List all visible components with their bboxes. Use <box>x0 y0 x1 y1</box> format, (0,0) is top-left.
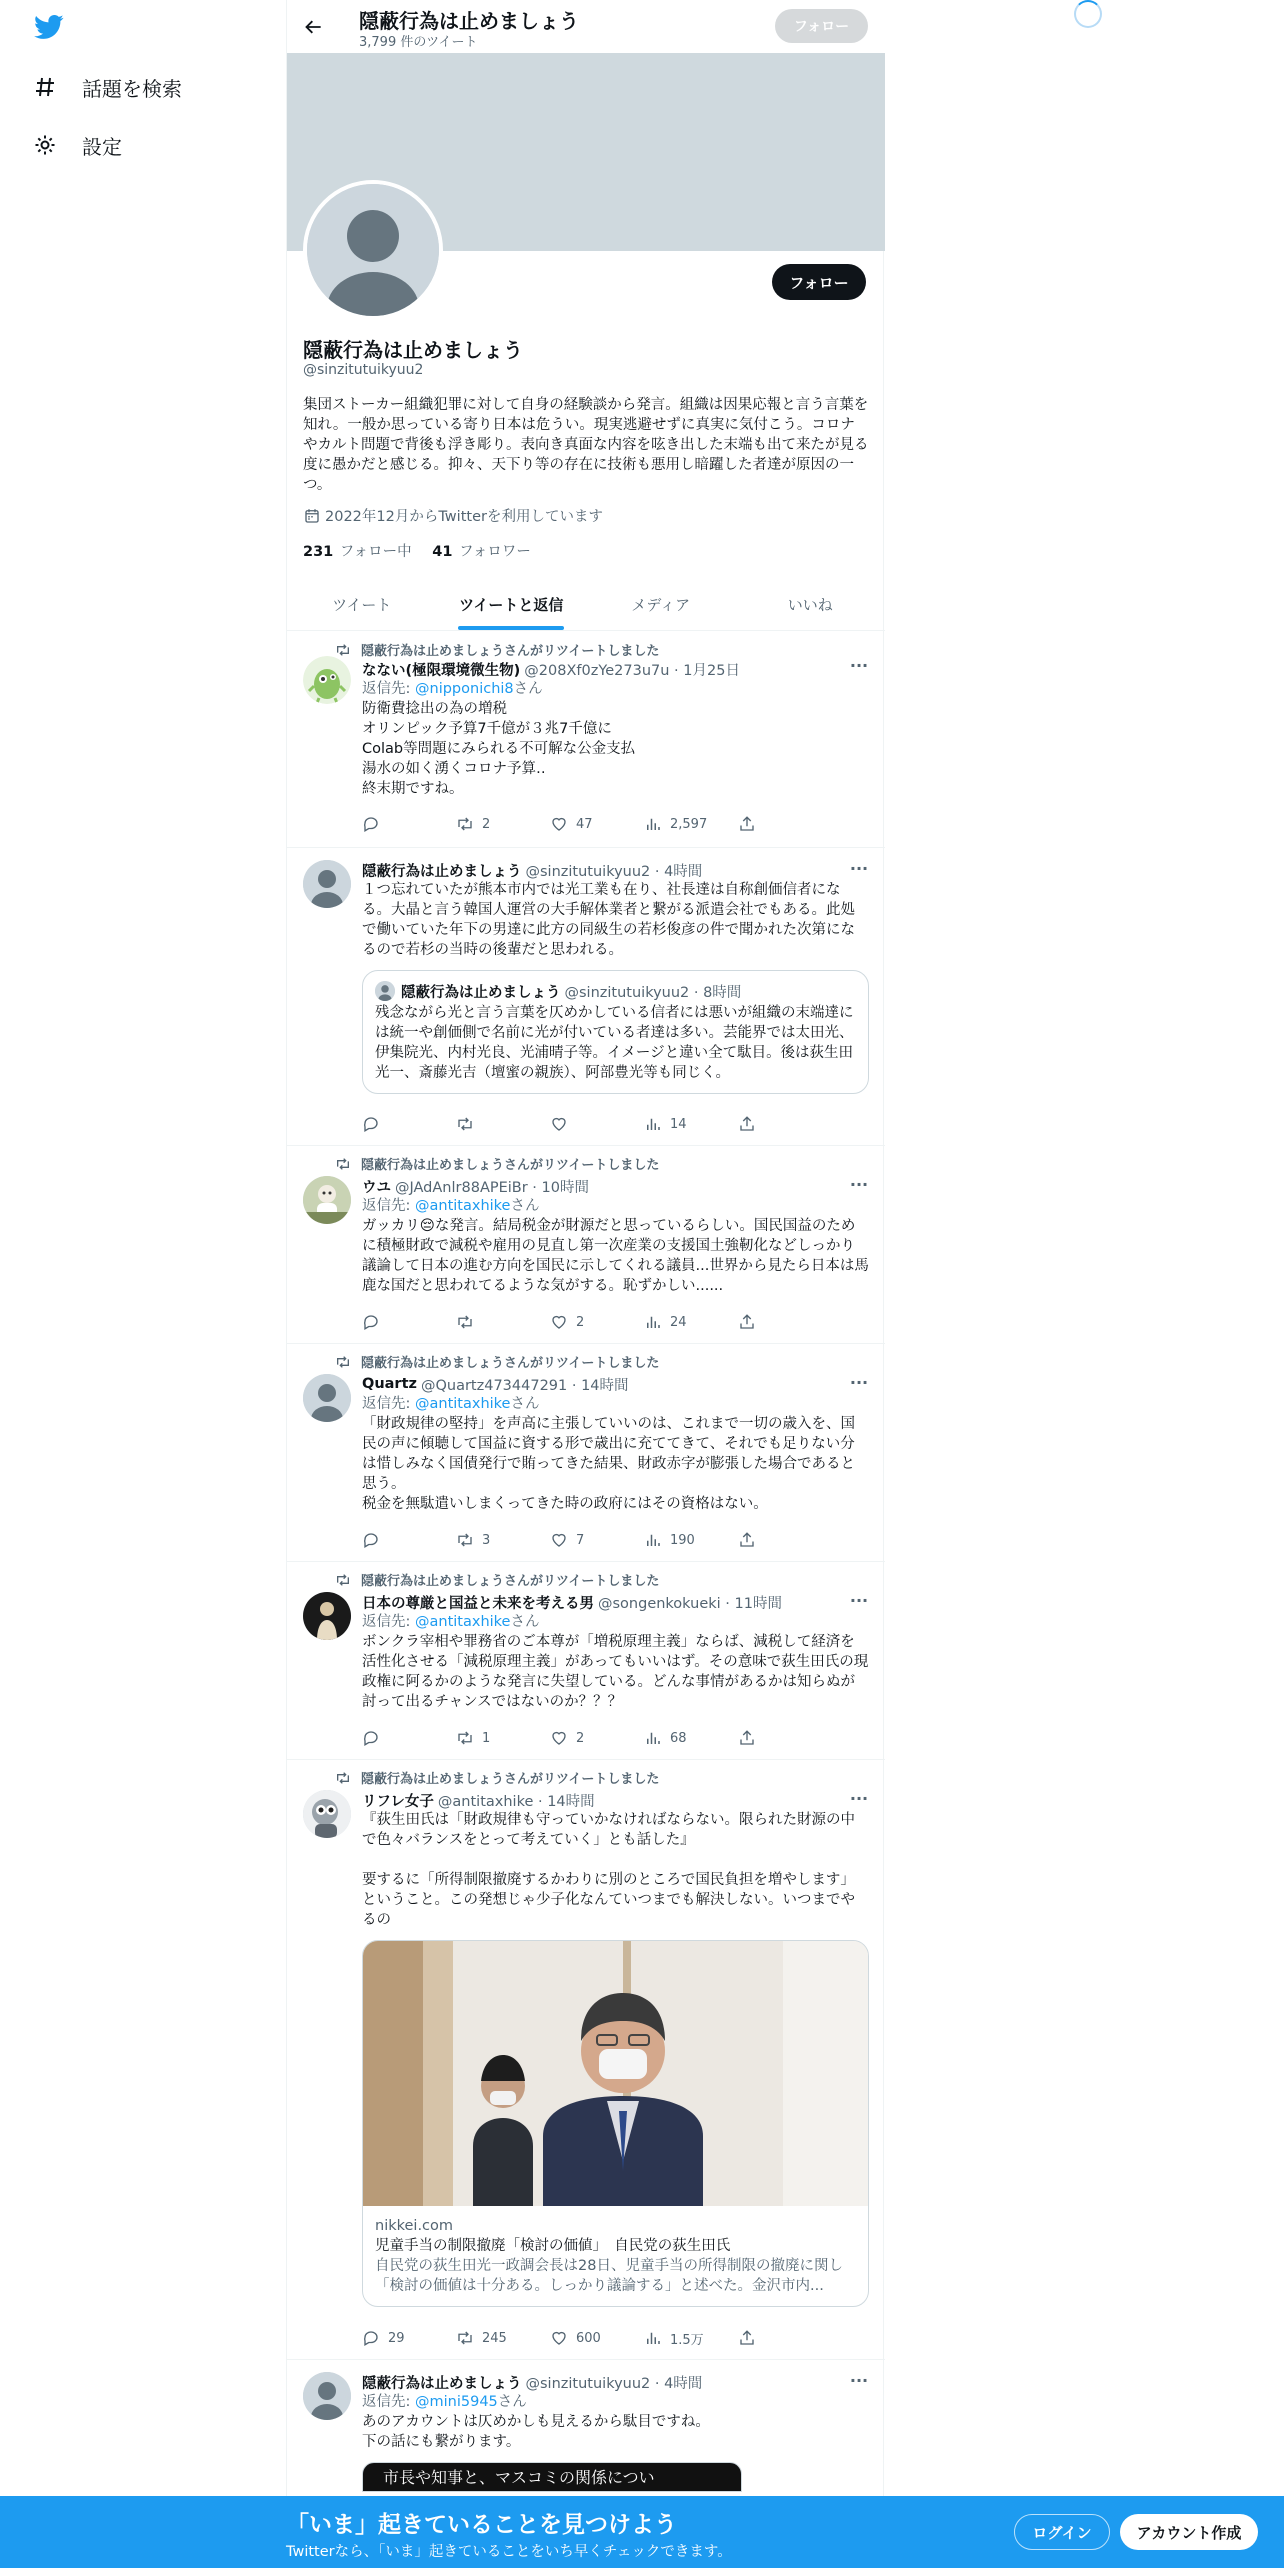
tweet-meta: @songenkokueki · 11時間 <box>598 1595 782 1612</box>
more-icon[interactable]: ··· <box>849 1373 869 1392</box>
tweet-author-name[interactable]: リフレ女子 <box>362 1793 434 1810</box>
tweet-meta: @sinzitutuikyuu2 · 4時間 <box>525 863 703 880</box>
reply-context <box>362 1196 869 1216</box>
reply-icon <box>362 1313 380 1331</box>
profile-handle: @sinzitutuikyuu2 <box>303 362 424 378</box>
hashtag-icon <box>30 72 60 102</box>
tab-tweets-and-replies[interactable]: ツイートと返信 <box>437 578 587 630</box>
tweet-meta: @Quartz473447291 · 14時間 <box>420 1377 629 1394</box>
retweet-label: 隠蔽行為は止めましょうさんがリツイートしました <box>361 644 660 659</box>
reply-icon <box>362 815 380 833</box>
retweet-label: 隠蔽行為は止めましょうさんがリツイートしました <box>361 1158 660 1173</box>
signup-banner-subtitle: Twitterなら、「いま」起きていることをいち早くチェックできます。 <box>286 2544 732 2560</box>
retweet-button[interactable] <box>456 1530 550 1550</box>
reply-button[interactable] <box>362 1728 456 1748</box>
views-button[interactable] <box>644 1312 738 1332</box>
twitter-bird-icon[interactable] <box>34 12 64 42</box>
analytics-icon <box>644 1531 662 1549</box>
tweet-body <box>362 1176 869 1296</box>
share-button[interactable] <box>738 814 764 834</box>
reply-to-link[interactable]: @antitaxhike <box>415 1198 511 1214</box>
share-button[interactable] <box>738 1530 764 1550</box>
link-card-image <box>363 1941 868 2206</box>
following-label: フォロー中 <box>339 544 412 560</box>
tweet-author-name[interactable]: 隠蔽行為は止めましょう <box>362 863 522 880</box>
sidebar-item-explore[interactable] <box>30 64 182 110</box>
tweet-meta: @antitaxhike · 14時間 <box>437 1793 595 1810</box>
profile-bio: 集団ストーカー組織犯罪に対して自身の経験談から発言。組織は因果応報と言う言葉を知れ。一般か思っている寄り日本は危うい。現実逃避せずに真実に気付こう。コロナやカルト問題で背後も浮き彫り。表向き真面な内容を呟き出した末端も出て来たが見る度に愚かだと感じる。抑々、天下り等の存在に技術も悪用し暗躍した者達が原因の一つ。 <box>303 397 869 493</box>
like-button[interactable] <box>550 1114 644 1134</box>
like-count: 47 <box>576 816 593 832</box>
tweet-header <box>362 1176 869 1196</box>
back-arrow-icon[interactable] <box>299 12 329 42</box>
views-button[interactable] <box>644 1530 738 1550</box>
tweet-header <box>362 2372 869 2392</box>
reply-prefix: 返信先: <box>362 1614 411 1630</box>
tweet-author-name[interactable]: なない(極限環境微生物) <box>362 662 521 679</box>
tweet[interactable] <box>287 1760 885 2360</box>
share-icon <box>738 1729 756 1747</box>
tweet-actions <box>362 1312 802 1332</box>
like-count: 2 <box>576 1314 585 1330</box>
tweet-text: ボンクラ宰相や罪務省のご本尊が「増税原理主義」ならば、減税して経済を活性化させる「減税原理主義」があってもいいはず。その意味で荻生田氏の現政権に阿るかのような発言に失望している。どんな事情があるかは知らぬが討って出るチャンスではないのか？？？ <box>362 1634 869 1710</box>
share-button[interactable] <box>738 1312 764 1332</box>
retweet-label: 隠蔽行為は止めましょうさんがリツイートしました <box>361 1574 660 1589</box>
link-card-info <box>363 2206 868 2306</box>
tweet[interactable] <box>287 848 885 1146</box>
like-button[interactable] <box>550 1312 644 1332</box>
link-card-description: 自民党の荻生田光一政調会長は28日、児童手当の所得制限の撤廃に関し「検討の価値は十分ある。しっかり議論する」と述べた。金沢市内... <box>375 2258 843 2294</box>
reply-to-link[interactable]: @antitaxhike <box>415 1614 511 1630</box>
heart-icon <box>550 1729 568 1747</box>
retweet-icon <box>335 1354 351 1370</box>
views-button[interactable] <box>644 1114 738 1134</box>
tweet-author-name[interactable]: ウユ <box>362 1179 391 1196</box>
header-title: 隠蔽行為は止めましょう <box>359 9 579 33</box>
view-count: 190 <box>670 1532 695 1548</box>
analytics-icon <box>644 815 662 833</box>
avatar[interactable] <box>303 860 351 908</box>
tweet-text: 「財政規律の堅持」を声高に主張していいのは、これまで一切の歳入を、国民の声に傾聴して国益に資する形で歳出に充ててきて、それでも足りない分は惜しみなく国債発行で賄ってきた結果、財政赤字が膨張した場合であると思う。 税金を無駄遣いしまくってきた時の政府にはその資格はない。 <box>362 1416 855 1512</box>
loading-spinner-icon <box>1074 0 1102 28</box>
analytics-icon <box>644 1115 662 1133</box>
reply-icon <box>362 1531 380 1549</box>
tweet-text: １つ忘れていたが熊本市内では光工業も在り、社長達は自称創価信者になる。大晶と言う韓国人運営の大手解体業者と繋がる派遣会社でもある。此処で働いていた年下の男達に此方の同級生の若杉俊彦の件で聞かれた次第になるので若杉の当時の後輩だと思われる。 <box>362 882 855 958</box>
retweet-button[interactable] <box>456 814 550 834</box>
tweet-text: 『荻生田氏は「財政規律も守っていかなければならない。限られた財源の中で色々バランスをとって考えていく」とも話した』 要するに「所得制限撤廃するかわりに別のところで国民負担を増やします」ということ。この発想じゃ少子化なんていつまでも解決しない。いつまでやるの <box>362 1812 855 1928</box>
tweet-meta: @208Xf0zYe273u7u · 1月25日 <box>524 662 740 679</box>
retweet-button[interactable] <box>456 1312 550 1332</box>
quote-author-name: 隠蔽行為は止めましょう <box>401 984 561 1001</box>
reply-to-link[interactable]: @antitaxhike <box>415 1396 511 1412</box>
followers-label: フォロワー <box>459 544 531 560</box>
retweet-label: 隠蔽行為は止めましょうさんがリツイートしました <box>361 1772 660 1787</box>
retweet-icon <box>456 1115 474 1133</box>
tweet-text: あのアカウントは仄めかしも見えるから駄目ですね。 下の話にも繋がります。 <box>362 2414 710 2450</box>
tweet-body <box>362 656 869 799</box>
tweet-body <box>362 1374 869 1514</box>
like-count: 600 <box>576 2330 601 2346</box>
heart-icon <box>550 2329 568 2347</box>
login-button[interactable]: ログイン <box>1014 2514 1110 2550</box>
retweet-button[interactable] <box>456 1114 550 1134</box>
avatar[interactable] <box>303 1374 351 1422</box>
reply-suffix: さん <box>510 1198 540 1214</box>
signup-banner <box>0 2496 1284 2568</box>
reply-context <box>362 2392 869 2412</box>
reply-icon <box>362 1115 380 1133</box>
tweet-text: ガッカリ😔な発言。結局税金が財源だと思っているらしい。国民国益のために積極財政で減税や雇用の見直し第一次産業の支援国土強靭化などしっかり議論して日本の進む方向を国民に示してくれる議員...世界から見たら日本は馬鹿な国だと思われてるような気がする。恥ずかしい...... <box>362 1218 869 1294</box>
tab-likes[interactable]: いいね <box>787 595 833 614</box>
share-icon <box>738 1531 756 1549</box>
heart-icon <box>550 1313 568 1331</box>
link-card-title: 児童手当の制限撤廃「検討の価値」 自民党の荻生田氏 <box>375 2238 731 2254</box>
retweet-button[interactable] <box>456 2328 550 2348</box>
avatar[interactable] <box>303 1592 351 1640</box>
more-icon[interactable]: ··· <box>849 656 869 675</box>
more-icon[interactable]: ··· <box>849 1175 869 1194</box>
tweet[interactable] <box>287 1146 885 1344</box>
like-button[interactable] <box>550 814 644 834</box>
reply-suffix: さん <box>497 2394 527 2410</box>
link-card[interactable] <box>362 1940 869 2307</box>
reply-suffix: さん <box>510 1614 540 1630</box>
gear-icon <box>30 130 60 160</box>
tweet[interactable] <box>287 1344 885 1562</box>
tweet-body <box>362 1790 869 2307</box>
joined-text: 2022年12月からTwitterを利用しています <box>325 509 603 525</box>
tweet-header <box>362 1592 869 1612</box>
signup-button[interactable]: アカウント作成 <box>1120 2514 1258 2550</box>
tweet-author-name[interactable]: 日本の尊厳と国益と未来を考える男 <box>362 1595 594 1612</box>
views-button[interactable] <box>644 814 738 834</box>
quote-avatar <box>375 981 395 1001</box>
top-bar <box>287 0 885 53</box>
view-count: 14 <box>670 1116 687 1132</box>
heart-icon <box>550 1531 568 1549</box>
view-count: 68 <box>670 1730 687 1746</box>
quote-text: 残念ながら光と言う言葉を仄めかしている信者には悪いが組織の末端達には統一や創価側で名前に光が付いている者達は多い。芸能界では太田光、伊集院光、内村光良、光浦晴子等。イメージと違い全て駄目。後は荻生田光一、斎藤光吉（壇蜜の親族）、阿部豊光等も同じく。 <box>375 1005 854 1081</box>
like-count: 2 <box>576 1730 585 1746</box>
retweet-icon <box>335 1156 351 1172</box>
share-icon <box>738 1313 756 1331</box>
tweet-media[interactable] <box>362 2462 742 2492</box>
retweet-label: 隠蔽行為は止めましょうさんがリツイートしました <box>361 1356 660 1371</box>
share-icon <box>738 1115 756 1133</box>
avatar[interactable] <box>303 2372 351 2420</box>
analytics-icon <box>644 1313 662 1331</box>
followers-count: 41 <box>432 544 453 560</box>
media-caption: 市長や知事と、マスコミの関係につい <box>383 2468 655 2487</box>
heart-icon <box>550 815 568 833</box>
tweet[interactable] <box>287 1562 885 1760</box>
reply-count: 29 <box>388 2330 405 2346</box>
tweet-actions <box>362 1114 802 1134</box>
profile-tabs <box>287 578 885 631</box>
following-count: 231 <box>303 544 334 560</box>
reply-context <box>362 1394 869 1414</box>
analytics-icon <box>644 1729 662 1747</box>
share-button[interactable] <box>738 1114 764 1134</box>
header-tweet-count: 3,799 件のツイート <box>359 35 478 50</box>
retweet-indicator <box>335 1352 659 1371</box>
profile-name: 隠蔽行為は止めましょう <box>303 338 523 362</box>
avatar[interactable] <box>303 656 351 704</box>
tab-tweets[interactable]: ツイート <box>332 595 392 614</box>
more-icon[interactable]: ··· <box>849 1789 869 1808</box>
tweet-body <box>362 2372 869 2492</box>
retweet-button[interactable] <box>456 1728 550 1748</box>
like-button[interactable] <box>550 1728 644 1748</box>
quote-meta: @sinzitutuikyuu2 · 8時間 <box>564 984 742 1001</box>
retweet-count: 1 <box>482 1730 491 1746</box>
reply-prefix: 返信先: <box>362 1396 411 1412</box>
like-button[interactable] <box>550 1530 644 1550</box>
retweet-icon <box>335 642 351 658</box>
retweet-count: 245 <box>482 2330 507 2346</box>
reply-button[interactable] <box>362 1312 456 1332</box>
header-follow-button[interactable]: フォロー <box>775 9 868 43</box>
tweet-actions <box>362 1728 802 1748</box>
reply-context <box>362 1612 869 1632</box>
profile-avatar[interactable] <box>303 180 443 320</box>
retweet-icon <box>456 1729 474 1747</box>
tweet-body <box>362 860 869 1094</box>
view-count: 24 <box>670 1314 687 1330</box>
retweet-icon <box>456 2329 474 2347</box>
reply-button[interactable] <box>362 1114 456 1134</box>
view-count: 2,597 <box>670 816 708 832</box>
share-button[interactable] <box>738 1728 764 1748</box>
reply-button[interactable] <box>362 814 456 834</box>
share-icon <box>738 2329 756 2347</box>
tweet[interactable] <box>287 632 885 848</box>
reply-icon <box>362 2329 380 2347</box>
retweet-icon <box>456 1313 474 1331</box>
reply-suffix: さん <box>510 1396 540 1412</box>
tweet-actions <box>362 2328 802 2348</box>
like-count: 7 <box>576 1532 585 1548</box>
sidebar-item-label: 話題を検索 <box>82 76 182 101</box>
views-button[interactable] <box>644 2328 738 2348</box>
tweet-actions <box>362 814 802 834</box>
analytics-icon <box>644 2329 662 2347</box>
retweet-indicator <box>335 1154 659 1173</box>
reply-button[interactable] <box>362 1530 456 1550</box>
signup-banner-title: 「いま」起きていることを見つけよう <box>286 2512 677 2538</box>
tweet-author-name[interactable]: Quartz <box>362 1376 417 1392</box>
sidebar-item-label: 設定 <box>82 134 122 159</box>
reply-prefix: 返信先: <box>362 681 411 697</box>
avatar[interactable] <box>303 1176 351 1224</box>
tweet-text: 防衛費捻出の為の増税 オリンピック予算7千億が３兆7千億に Colab等問題にみられる不可解な公金支払 湯水の如く湧くコロナ予算‥ 終末期ですね。 <box>362 701 636 797</box>
tweet-header <box>362 860 869 880</box>
retweet-indicator <box>335 640 659 659</box>
avatar[interactable] <box>303 1790 351 1838</box>
tweet-body <box>362 1592 869 1712</box>
reply-icon <box>362 1729 380 1747</box>
quoted-tweet[interactable] <box>362 970 869 1094</box>
profile-stats <box>303 540 531 561</box>
tweet-author-name[interactable]: 隠蔽行為は止めましょう <box>362 2375 522 2392</box>
follow-button[interactable]: フォロー <box>772 264 866 300</box>
reply-prefix: 返信先: <box>362 2394 411 2410</box>
reply-suffix: さん <box>513 681 543 697</box>
heart-icon <box>550 1115 568 1133</box>
view-count: 1.5万 <box>670 2332 704 2348</box>
retweet-count: 2 <box>482 816 491 832</box>
tab-media[interactable]: メディア <box>631 595 691 614</box>
retweet-indicator <box>335 1570 659 1589</box>
more-icon[interactable]: ··· <box>849 2371 869 2390</box>
followers-link[interactable] <box>432 544 531 560</box>
share-icon <box>738 815 756 833</box>
quote-header <box>375 981 856 1001</box>
like-button[interactable] <box>550 2328 644 2348</box>
reply-prefix: 返信先: <box>362 1198 411 1214</box>
share-button[interactable] <box>738 2328 764 2348</box>
retweet-icon <box>456 815 474 833</box>
more-icon[interactable]: ··· <box>849 1591 869 1610</box>
reply-to-link[interactable]: @mini5945 <box>415 2394 498 2410</box>
tweet-header <box>362 1790 869 1810</box>
sidebar-item-settings[interactable] <box>30 122 122 168</box>
reply-to-link[interactable]: @nipponichi8 <box>415 681 514 697</box>
tweet-meta: @JAdAnlr88APEiBr · 10時間 <box>395 1179 589 1196</box>
retweet-indicator <box>335 1768 659 1787</box>
more-icon[interactable]: ··· <box>849 859 869 878</box>
retweet-count: 3 <box>482 1532 491 1548</box>
retweet-icon <box>456 1531 474 1549</box>
tweet-header <box>362 656 869 679</box>
reply-context <box>362 679 869 699</box>
calendar-icon <box>303 507 321 525</box>
profile-joined <box>303 505 603 526</box>
link-card-domain: nikkei.com <box>375 2218 454 2234</box>
views-button[interactable] <box>644 1728 738 1748</box>
tweet-actions <box>362 1530 802 1550</box>
following-link[interactable] <box>303 544 412 560</box>
retweet-icon <box>335 1572 351 1588</box>
tweet-header <box>362 1374 869 1394</box>
retweet-icon <box>335 1770 351 1786</box>
tweet-meta: @sinzitutuikyuu2 · 4時間 <box>525 2375 703 2392</box>
reply-button[interactable] <box>362 2328 456 2348</box>
profile-column <box>286 0 884 2568</box>
